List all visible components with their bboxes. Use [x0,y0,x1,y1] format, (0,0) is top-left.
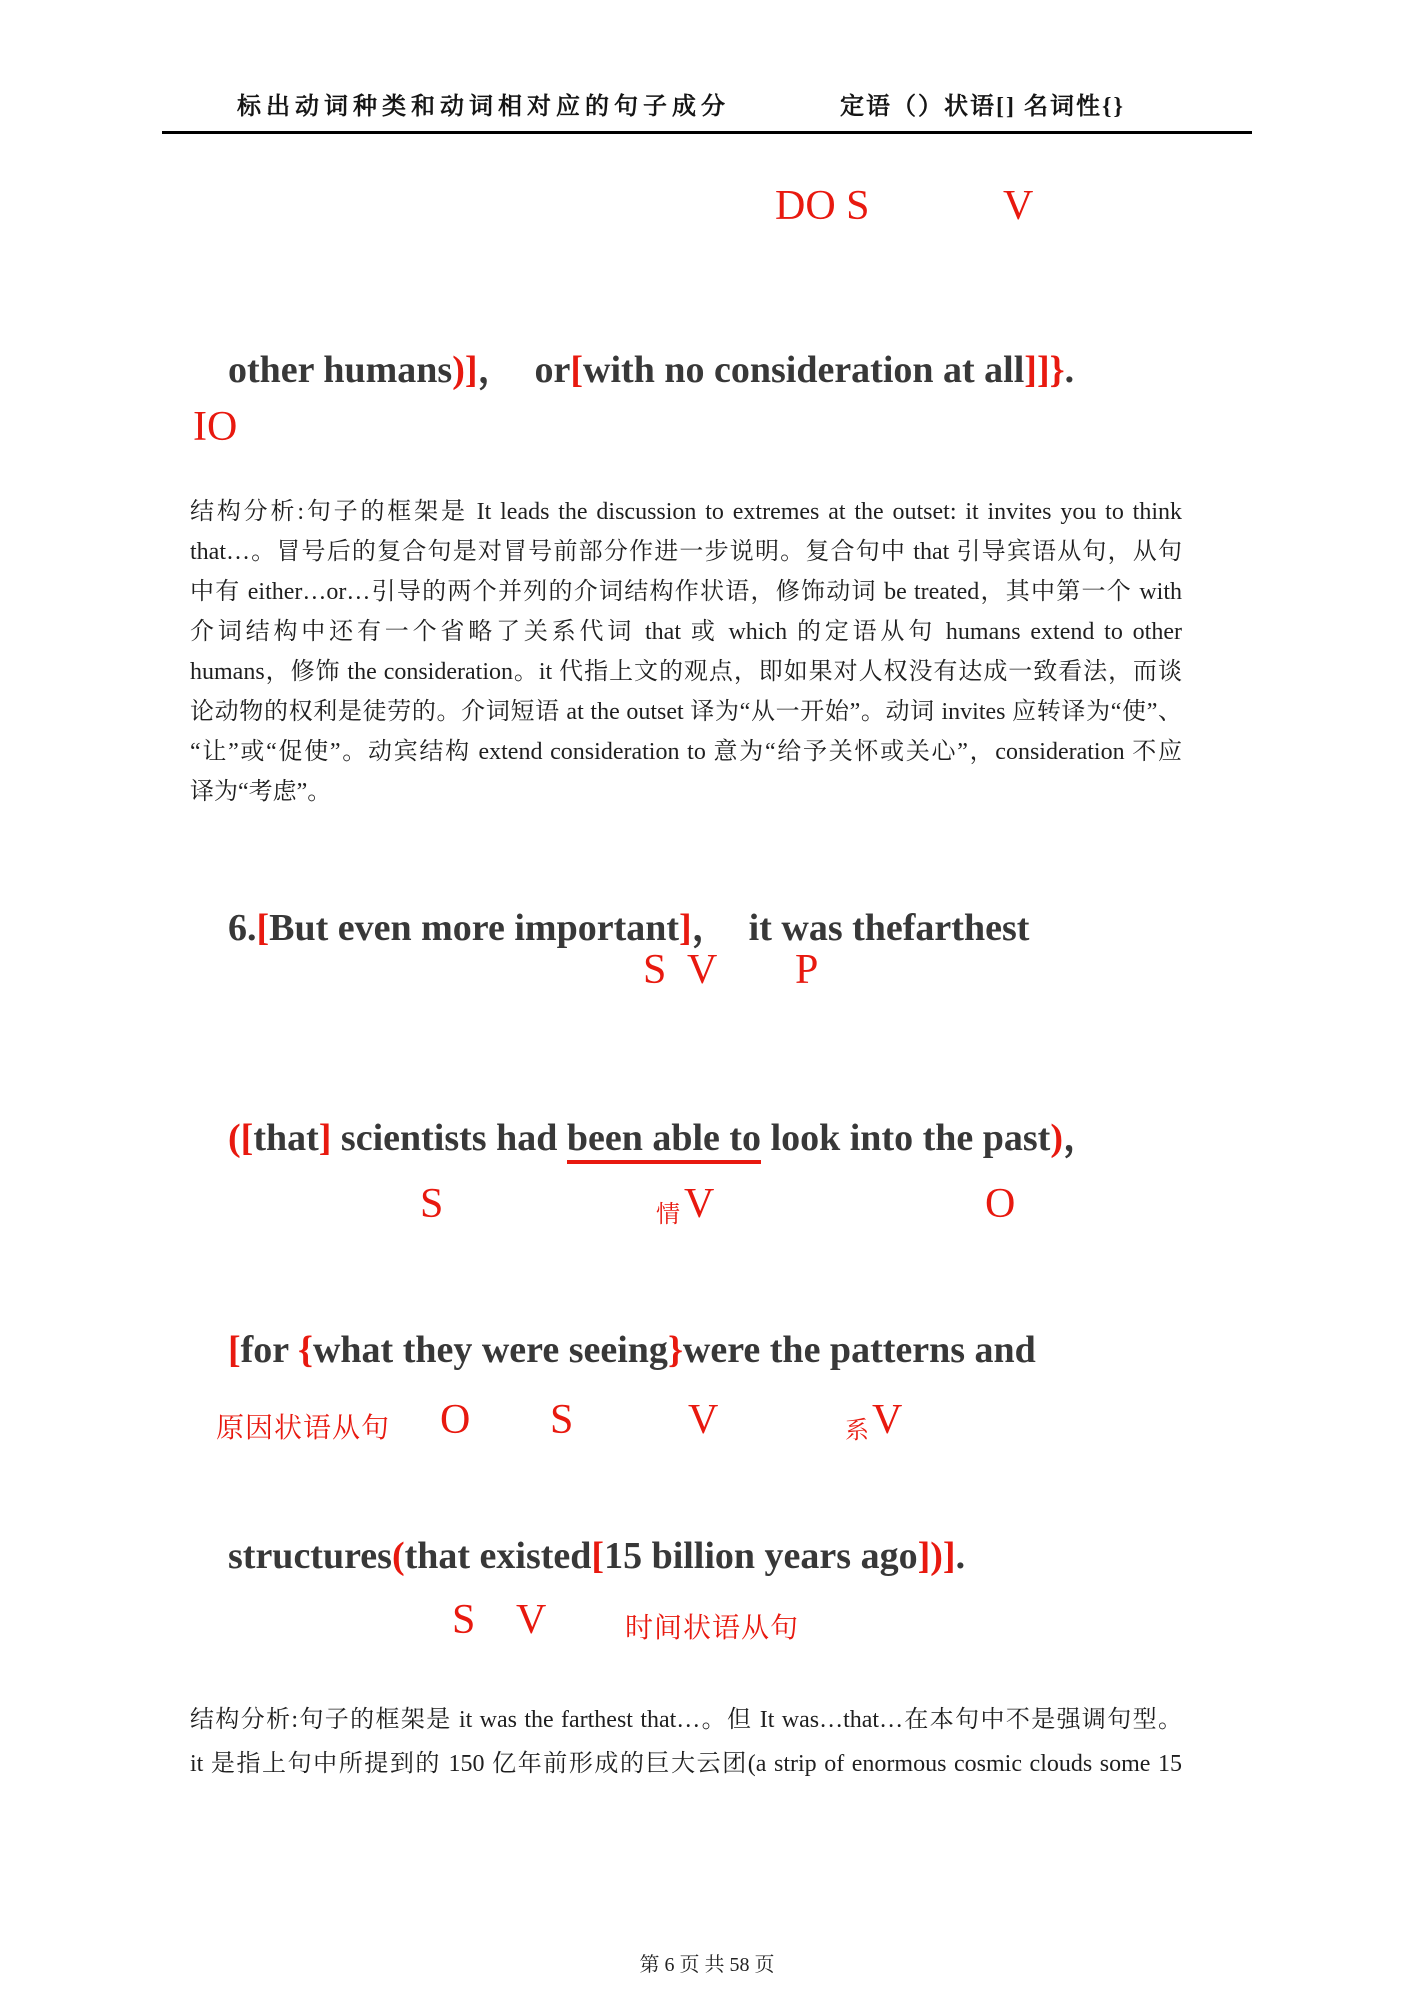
grammar-label-v: V [684,1181,715,1227]
grammar-label-s: S [550,1397,574,1443]
analysis-line: 介词结构中还有一个省略了关系代词 that 或 which 的定语从句 humans extend to other [190,619,1182,645]
sentence-segment: But even more important [269,907,680,949]
analysis-line: 译为“考虑”。 [190,779,332,805]
grammar-label-v: V [1003,183,1034,229]
analysis-line: 结构分析:句子的框架是 It leads the discussion to extremes at the outset: it invites you to think [190,499,1182,525]
sentence-segment: what they were seeing [312,1329,668,1371]
annotation-row-s-v-p [0,946,1414,1002]
bracket-segment: } [667,1329,683,1371]
sentence-segment: with no consideration at all [583,349,1025,391]
bracket-segment: ] [679,907,692,949]
bracket-segment: ] [318,1117,332,1159]
grammar-label-v: V [516,1597,547,1643]
footer-page-number: 第 6 页 共 58 页 [639,1954,775,1976]
grammar-label-s: S [452,1597,476,1643]
bracket-segment: [ [228,1329,241,1371]
grammar-label-v: V [687,947,718,993]
header-rule [162,131,1252,134]
analysis-line: 结构分析:句子的框架是 it was the farthest that…。但 It was…that…在本句中不是强调句型。 [190,1707,1182,1733]
header-left-title: 标出动词种类和动词相对应的句子成分 [237,94,730,120]
analysis-line: that…。冒号后的复合句是对冒号前部分作进一步说明。复合句中 that 引导宾语从句，从句 [190,539,1182,565]
bracket-segment: [ [570,349,584,391]
sentence-segment: other humans [228,349,453,391]
grammar-label-p: P [795,947,819,993]
bracket-segment: ([ [228,1117,254,1159]
grammar-label-s: S [420,1181,444,1227]
annotation-row-io [0,403,1414,459]
grammar-label-v: V [688,1397,719,1443]
sentence-segment: were the patterns and [682,1329,1036,1371]
header-legend: 定语（）状语[] 名词性{} [840,94,1125,120]
analysis-line: it 是指上句中所提到的 150 亿年前形成的巨大云团(a strip of enormous cosmic clouds some 15 [190,1751,1182,1777]
analysis-line: humans，修饰 the consideration。it 代指上文的观点，即如果对人权没有达成一致看法，而谈 [190,659,1182,685]
annotation-row-s-v-time-clause [0,1596,1414,1652]
grammar-label-o: O [985,1181,1016,1227]
underlined-phrase: been able to [567,1117,761,1164]
analysis-paragraph-1 [190,492,1182,812]
bracket-segment: [ [256,907,270,949]
grammar-label-time-adverbial-clause: 时间状语从句 [625,1613,800,1644]
sentence-segment: or [534,349,571,391]
annotation-row-s-qingv-o [0,1180,1414,1236]
annotation-row-do-s-v [0,182,1414,238]
sentence-segment: scientists had [331,1117,567,1159]
sentence-segment: structures [228,1535,392,1577]
grammar-label-v: V [872,1397,903,1443]
grammar-label-o: O [440,1397,471,1443]
sentence-segment: look into the past [761,1117,1051,1159]
sentence-segment: 15 billion years ago [604,1535,918,1577]
sentence-segment: . [1064,349,1075,391]
sentence-segment: ， [1063,1117,1102,1159]
analysis-line: 论动物的权利是徒劳的。介词短语 at the outset 译为“从一开始”。动词 invites 应转译为“使”、 [190,699,1182,725]
bracket-segment: { [298,1329,313,1371]
analysis-paragraph-2 [190,1698,1182,1786]
bracket-segment: ]]} [1024,349,1065,391]
sentence-segment: for [240,1329,298,1371]
analysis-line: 中有 either…or…引导的两个并列的介词结构作状语，修饰动词 be treated，其中第一个 with [190,579,1182,605]
annotation-row-cause-clause [0,1396,1414,1452]
grammar-label-do-s: DO S [775,183,870,229]
sentence-segment: that [253,1117,319,1159]
sentence-segment: ， it was thefarthest [691,907,1030,949]
analysis-line: “让”或“促使”。动宾结构 extend consideration to 意为“给予关怀或关心”，consideration 不应 [190,739,1182,765]
grammar-label-io: IO [193,404,238,450]
bracket-segment: ])] [917,1535,956,1577]
bracket-segment: [ [591,1535,605,1577]
bracket-segment: ) [1050,1117,1063,1159]
grammar-label-cause-adverbial-clause: 原因状语从句 [216,1413,391,1444]
grammar-label-qing: 情 [656,1202,680,1228]
bracket-segment: ( [391,1535,405,1577]
grammar-label-xi: 系 [845,1418,869,1444]
bracket-segment: )] [452,349,478,391]
sentence-segment: that existed [404,1535,592,1577]
item-number: 6. [228,907,257,949]
sentence-segment: ， [477,349,535,391]
sentence-segment: . [955,1535,966,1577]
grammar-label-s: S [643,947,667,993]
